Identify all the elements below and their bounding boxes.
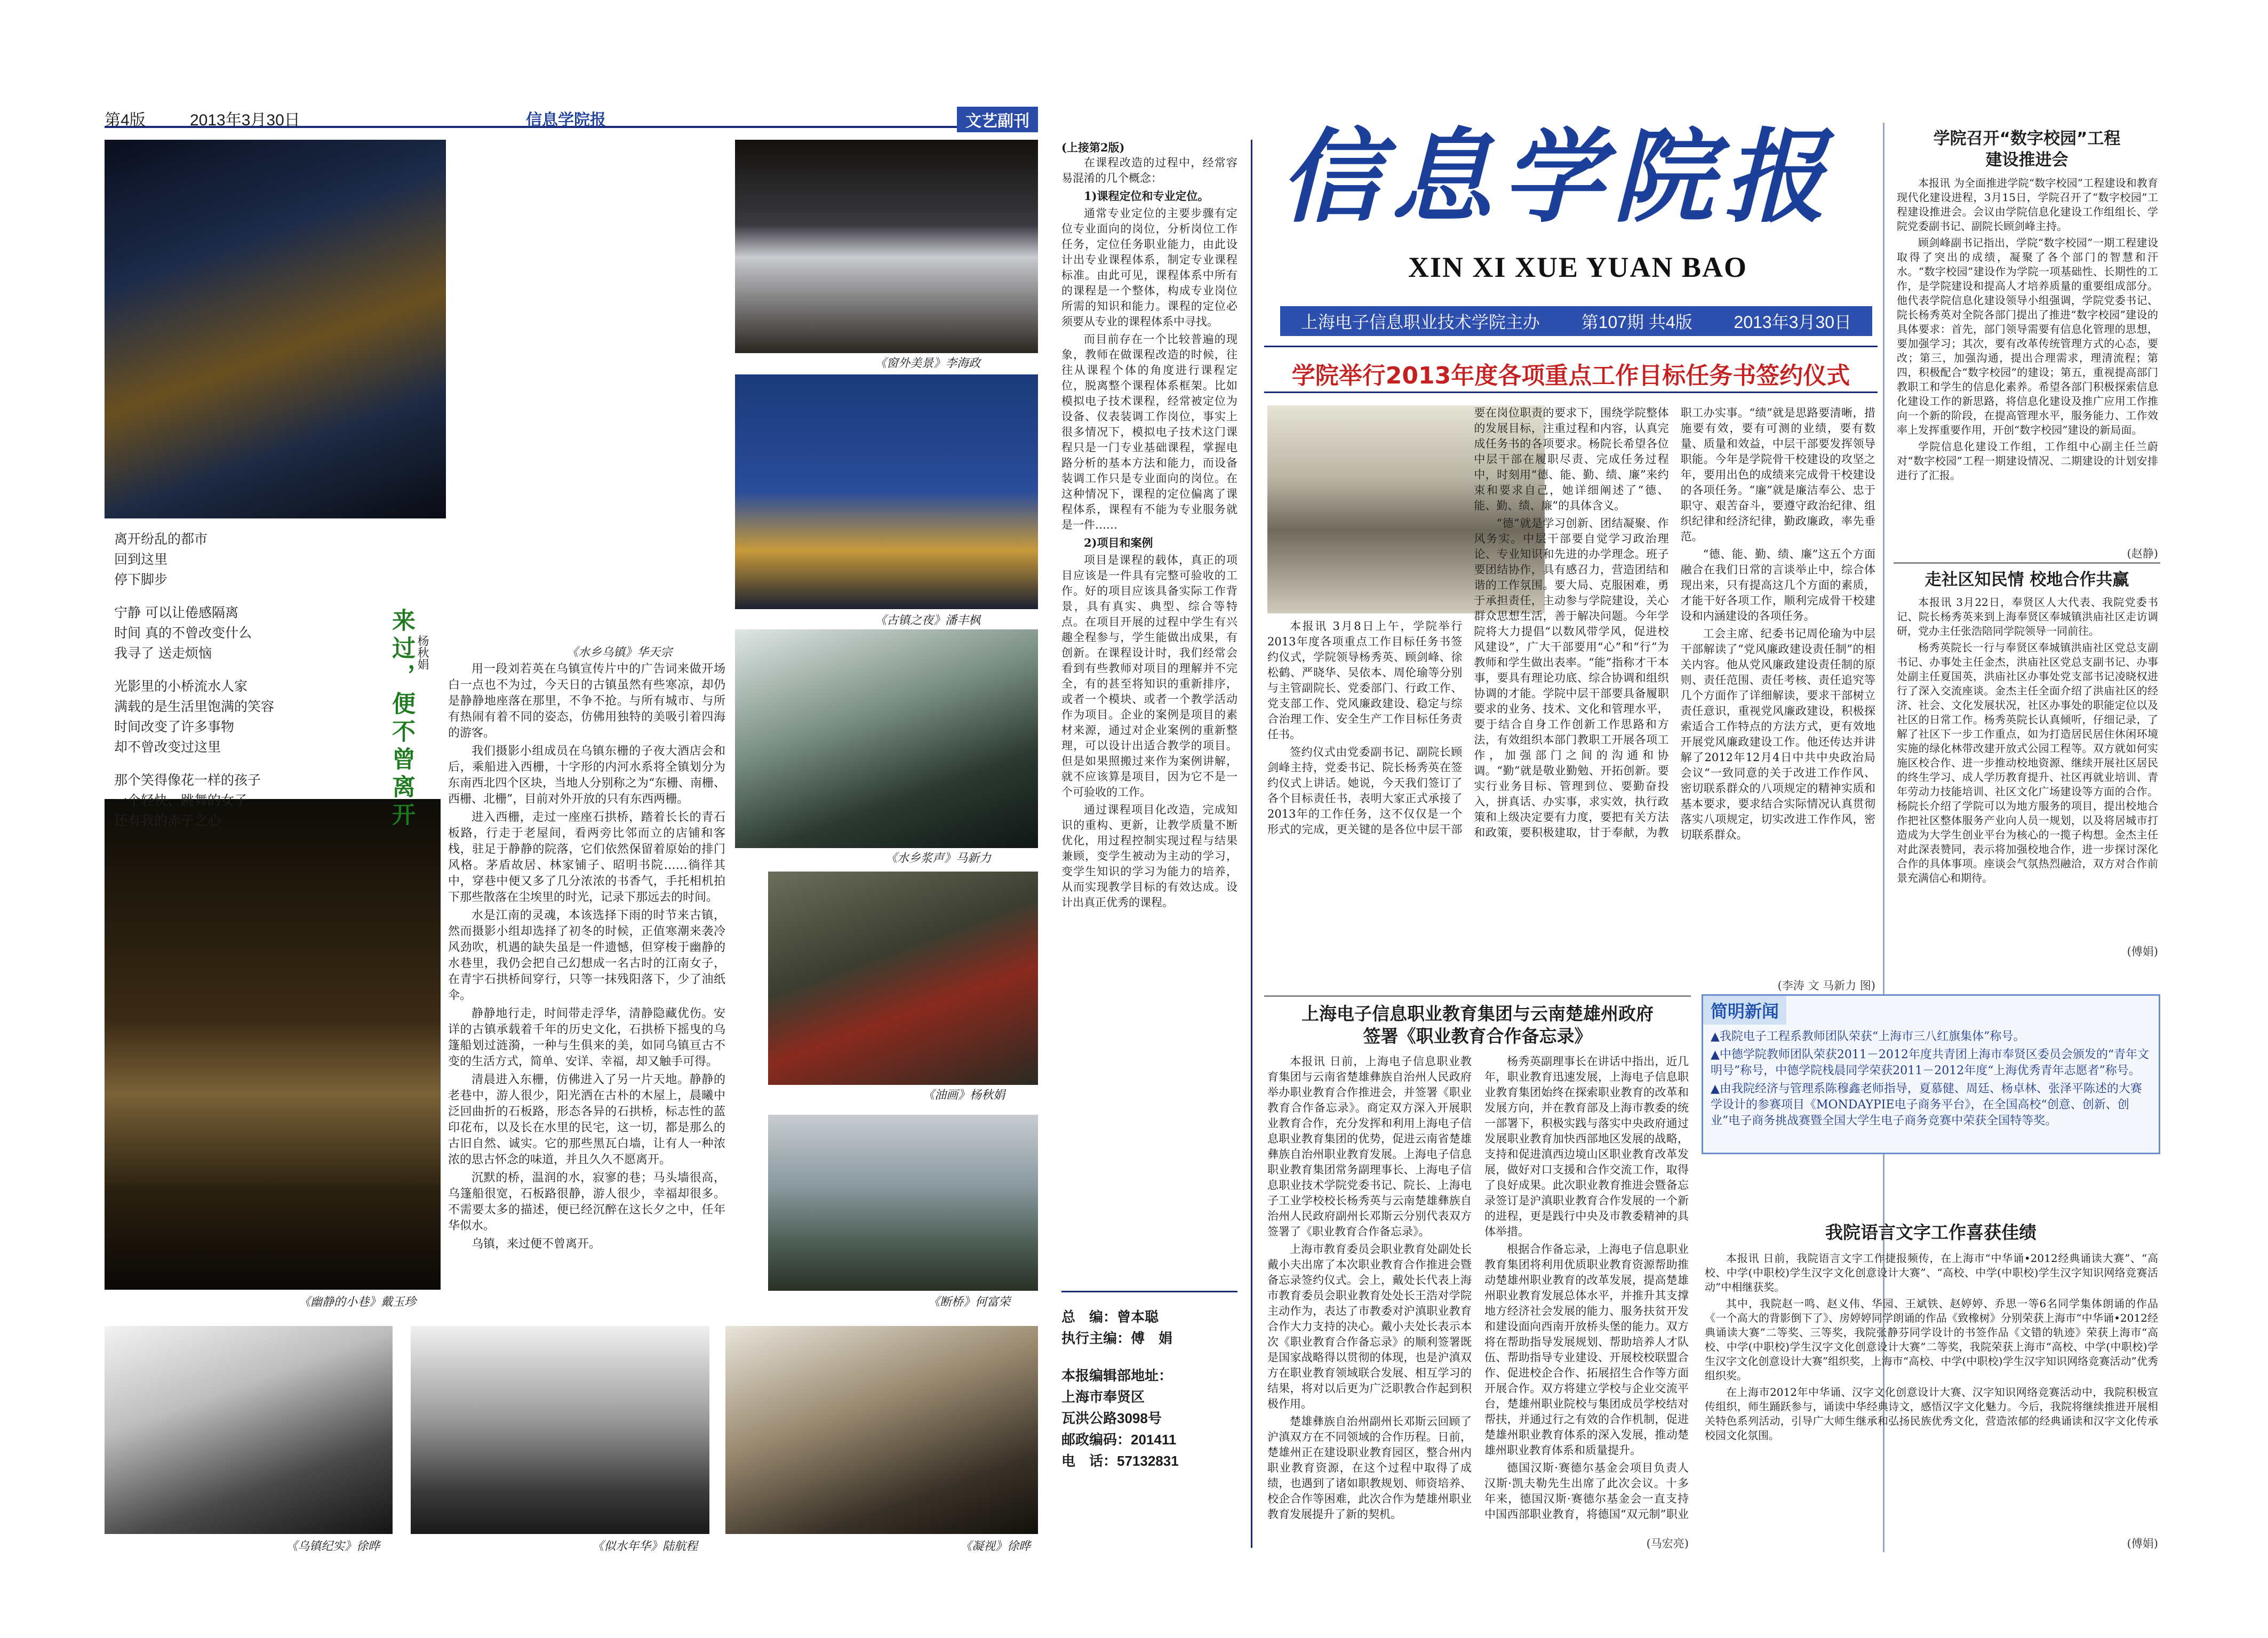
photo-caption: 《幽静的小巷》戴玉珍 <box>299 1296 417 1309</box>
lead-rule <box>1264 346 1878 347</box>
section-badge: 文艺副刊 <box>957 107 1038 132</box>
address-line1: 上海市奉贤区 <box>1061 1389 1145 1405</box>
masthead-title: 信息学院报 <box>1280 117 1835 236</box>
language-title: 我院语言文字工作喜获佳绩 <box>1825 1222 2037 1243</box>
paper-name-small: 信息学院报 <box>526 111 606 129</box>
edition-label: 第4版 <box>105 111 146 129</box>
photo-water-town-night <box>105 140 446 518</box>
photo-caption: 《乌镇纪实》徐晔 <box>286 1540 380 1553</box>
photo-caption: 《水乡浆声》马新力 <box>885 852 992 865</box>
photo-gaze <box>725 1326 1038 1534</box>
language-body: 本报讯 日前，我院语言文字工作捷报频传，在上海市“中华诵•2012经典诵读大赛”、“高校、中学(中职校)学生汉字文化创意设计大赛”、“高校、中学(中职校)学生汉字知识网络竞赛活动”中相继获奖。 其中，我院赵一鸣、赵义伟、华园、王斌铁、赵婷婷、乔思一等6名同学集体朗诵的作品《一个高大的背影倒下了》、房婷婷同学朗诵的作品《致橡树》分别荣获上海市“中华诵•2012经典诵读大赛”二等奖、三等奖，我院张静芬同学设计的书签作品《文错的轨迹》荣获上海市“高校、中学(中职校)学生汉字文化创意设计大赛”二等奖，我院荣获上海市“高校、中学(中职校)学生汉字文化创意设计大赛”组织奖，上海市“高校、中学(中职校)学生汉字知识网络竞赛活动”优秀组织奖。 在上海市2012年中华诵、汉字文化创意设计大赛、汉字知识网络竞赛活动中，我院积极宣传组织，师生踊跃参与，诵读中华经典诗文，感悟汉字文化魅力。今后，我院将继续推进开展相关特色系列活动，引导广大师生继承和弘扬民族优秀文化，营造浓郁的经典诵读和汉字文化传承校园文化氛围。 <box>1705 1252 2158 1442</box>
photo-caption: 《古镇之夜》潘丰枫 <box>875 614 981 627</box>
photo-caption: 《似水年华》陆航程 <box>592 1540 698 1553</box>
photo-caption: 《断桥》何富荣 <box>928 1296 1011 1309</box>
brief-news-items: ▲我院电子工程系教师团队荣获“上海市三八红旗集体”称号。 ▲中德学院教师团队荣获2011－2012年度共青团上海市奉贤区委员会颁发的“青年文明号”称号，中德学院栈晨同学荣获2011－2012年度“上海优秀青年志愿者”称号。 ▲由我院经济与管理系陈穆鑫老师指导，夏慕健、周廷、杨卓林、张泽平陈述的大赛学设计的参赛项目《MONDAYPIE电子商务平台》，在全国高校“创意、创新、创业”电子商务挑战赛暨全国大学生电子商务竞赛中荣获全国特等奖。 <box>1711 1030 2150 1128</box>
staff-info <box>1061 1291 1237 1472</box>
digital-campus-title: 学院召开“数字校园”工程 建设推进会 <box>1933 129 2121 170</box>
essay-body: 用一段刘若英在乌镇宣传片中的广告词来做开场白一点也不为过，今天日的古镇虽然有些寒凉，却仍是静静地座落在那里，不争不抢。与所有城市、与所有热闹有着不同的姿态，仿佛用独特的美吸引着四海的游客。 我们摄影小组成员在乌镇东栅的子夜大酒店会和后，乘船进入西栅，十字形的内河水系将全镇划分为东南西北四个区块，当地人分别称之为“东栅、南栅、西栅、北栅”，目前对外开放的只有东西两栅。 进入西栅，走过一座座石拱桥，踏着长长的青石板路，行走于老屋间，看两旁比邻而立的店铺和客栈，驻足于静静的院落，它们依然保留着原始的排门风格。茅盾故居、林家铺子、昭明书院……徜徉其中，穿巷中便又多了几分浓浓的书香气，手托相机拍下那些散落在尘埃里的时光，记录下那远去的时间。 水是江南的灵魂，本该选择下雨的时节来古镇，然而摄影小组却选择了初冬的时候，正值寒潮来袭冷风劲吹，机遇的缺失虽是一件遗憾，但穿梭于幽静的水巷里，我仍会把自己幻想成一名古时的江南女子，在青宇石拱桥间穿行，只等一抹残阳落下，少了油纸伞。 静静地行走，时间带走浮华，清静隐藏优伤。安详的古镇承载着千年的历史文化，石拱桥下摇曳的乌篷船划过涟漪，一种与生俱来的美，如同乌镇亘古不变的生活方式，简单、安详、幸福，却又触手可得。 清晨进入东栅，仿佛进入了另一片天地。静静的老巷中，游人很少，阳光洒在古朴的木屋上，晨曦中泛回曲折的石板路，形态各异的石拱桥，标志性的蓝印花布，以及长在水里的民宅，这一切，都是那么的古旧自然、诚实。它的那些黑瓦白墙，让有人一种浓浓的思古怀念的味道，并且久久不愿离开。 沉默的桥，温润的水，寂寥的巷；马头墙很高，乌篷船很宽，石板路很静，游人很少，幸福却很多。不需要太多的描述，便已经沉醉在这长夕之中，任年华似水。 乌镇，来过便不曾离开。 <box>448 662 725 1251</box>
brief-news-title: 简明新闻 <box>1703 996 1786 1025</box>
community-title: 走社区知民情 校地合作共赢 <box>1924 570 2129 589</box>
photo-like-water-years <box>411 1326 709 1534</box>
poem-title: 来过，便不曾离开 <box>388 608 415 830</box>
photo-caption: 《窗外美景》李海政 <box>875 357 981 370</box>
poem-lines: 离开纷乱的都市 回到这里 停下脚步 宁静 可以让倦感隔离 时间 真的不曾改变什么 我寻了 送走烦恼 光影里的小桥流水人家 满载的是生活里饱满的笑容 时间改变了许多事物 却不曾改变过这里 那个笑得像花一样的孩子 一个轻快、跳舞的女子 还有我的赤子之心 <box>114 531 275 828</box>
photo-lantern-night <box>735 374 1038 609</box>
second-headline: 上海电子信息职业教育集团与云南楚雄州政府 签署《职业教育合作备忘录》 <box>1301 1003 1654 1046</box>
banner-date: 2013年3月30日 <box>1734 313 1852 332</box>
photo-canal-boat <box>735 629 1038 848</box>
photo-wuzhen-documentary <box>105 1326 393 1534</box>
digital-campus-byline: (赵静) <box>2127 547 2158 560</box>
second-body: 本报讯 日前，上海电子信息职业教育集团与云南省楚雄彝族自治州人民政府举办职业教育合作推进会，并签署《职业教育合作备忘录》。商定双方深入开展职业教育合作，充分发挥和利用上海电子信息职业教育集团的优势，促进云南省楚雄彝族自治州职业教育发展。上海电子信息职业教育集团常务副理事长、上海电子信息职业技术学院党委书记、院长、上海电子工业学校校长杨秀英与云南楚雄彝族自治州人民政府副州长邓斯云分别代表双方签署了《职业教育合作备忘录》。 上海市教育委员会职业教育处副处长戴小夫出席了本次职业教育合作推进会暨备忘录签约仪式。会上，戴处长代表上海市教育委员会职业教育处处长王浩对学院主动作为，表达了市教委对沪滇职业教育合作大力支持的决心。戴小夫处长表示本次《职业教育合作备忘录》的顺利签署既是国家战略得以贯彻的体现，也是沪滇双方在职业教育领域联合发展、相互学习的结果，将对以后更为广泛职教合作起到积极作用。 楚雄彝族自治州副州长邓斯云回顾了沪滇双方在不同领域的合作历程。日前，楚雄州正在建设职业教育园区，整合州内职业教育资源，在这个过程中取得了成绩，也遇到了诸如职教规划、师资培养、校企合作等困难，此次合作为楚雄州职业教育发展提升了新的契机。 杨秀英副理事长在讲话中指出，近几年，职业教育迅速发展，上海电子信息职业教育集团始终在探索职业教育的改革和发展方向，并在教育部及上海市教委的统一部署下，积极实践与落实中央政府通过发展职业教育加快西部地区发展的战略，支持和促进滇西边境山区职业教育改革发展，做好对口支援和合作交流工作，取得了良好成果。此次职业教育推进会暨备忘录签订是沪滇职业教育合作发展的一个新的进程，更是践行中央及市教委精神的具体举措。 根据合作备忘录，上海电子信息职业教育集团将利用优质职业教育资源帮助推动楚雄州职业教育的改革发展，提高楚雄州职业教育发展总体水平，并推升其支撑地方经济社会发展的能力、服务扶贫开发和建设面向西南开放桥头堡的能力。双方将在帮助指导发展规划、帮助培养人才队伍、帮助指导专业建设、开展校校联盟合作、促进校企合作、拓展招生合作等方面开展合作。双方将建立学校与企业交流平台，楚雄州职业院校与集团成员学校结对帮扶，并通过行之有效的合作机制，促进楚雄州职业教育体系的深入发展，推动楚雄州职业教育体系和质量提升。 德国汉斯·赛德尔基金会项目负责人汉斯·凯夫勒先生出席了此次会议。十多年来，德国汉斯·赛德尔基金会一直支持中国西部职业教育，将德国“双元制”职业 <box>1267 1055 1689 1521</box>
brief-news-box <box>1702 994 2160 1154</box>
lead-body: 本报讯 3月8日上午，学院举行2013年度各项重点工作目标任务书签约仪式，学院领导杨秀英、顾剑峰、徐松鹤、严晓华、吴依本、周伦瑜等分别与主管副院长、党委部门、行政工作、党支部工作、党风廉政建设、稳定与综合治理工作、安全生产工作目标任务责任书。 签约仪式由党委副书记、副院长顾剑峰主持，党委书记、院长杨秀英在签约仪式上讲话。她说，今天我们签订了各个目标责任书，表明大家正式承接了2013年的工作任务，这不仅仅是一个形式的完成，更关键的是各位中层干部要在岗位职责的要求下，围绕学院整体的发展目标，注重过程和内容，认真完成任务书的各项要求。杨院长希望各位中层干部在履职尽责、完成任务过程中，时刻用“德、能、勤、绩、廉”来约束和要求自己，她详细阐述了“德、能、勤、绩、廉”的具体含义。 “德”就是学习创新、团结凝聚、作风务实。中层干部要自觉学习政治理论、专业知识和先进的办学理念。班子要团结协作，具有感召力，营造团结和谐的工作氛围。要大局、克服困难，勇于承担责任，主动参与学院建设，关心群众思想生活，善于解决问题。今年学院将大力提倡“以数风带学风，促进校风建设”，广大干部要用“心”和“行”为教师和学生做出表率。“能”指称才干本事，要具有理论功底、综合协调和组织协调的才能。学院中层干部要具备履职要求的业务、技术、文化和管理水平，要于结合自身工作创新工作思路和方法，有效组织本部门教职工开展各项工作，加强部门之间的沟通和协调。“勤”就是敬业勤勉、开拓创新。要实行业务目标、管理到位、要勤奋投入，拼真话、办实事，求实效，执行政策和上级决定要有力度，要把有关方法和政策，要积极建取，甘于奉献，为教职工办实事。“绩”就是思路要清晰，措施要有效，要有可测的业绩，要有数量、质量和效益，中层干部要发挥领导职能。今年是学院骨干校建设的攻坚之年，要用出色的成绩来完成骨干校建设的各项任务。“廉”就是廉洁奉公、忠于职守、艰苦奋斗，要遵守政治纪律、组织纪律和经济纪律，勤政廉政，率先垂范。 “德、能、勤、绩、廉”这五个方面融合在我们日常的言谈举止中，综合体现出来，只有提高这几个方面的素质，才能干好各项工作，顺利完成骨干校建设和内涵建设的各项任务。 工会主席、纪委书记周伦瑜为中层干部解读了“党风廉政建设责任制”的相关内容。他从党风廉政建设责任制的原则、责任范围、责任考核、责任追究等几个方面作了详细解读，要求干部树立责任意识，重视党风廉政建设，积极探索适合工作特点的方法方式，更有效地开展党风廉政建设工作。他还传达并讲解了2012年12月4日中共中央政治局会议“一致同意的关于改进工作作风、密切联系群众的八项规定的精神实质和基本要求，要求结合实际情况认真贯彻落实八项规定，切实改进工作作风，密切联系群众。 <box>1267 406 1875 841</box>
community-body: 本报讯 3月22日，奉贤区人大代表、我院党委书记、院长杨秀英来到上海奉贤区奉城镇洪庙社区走访调研，党办主任张浩陪同学院领导一同前往。 杨秀英院长一行与奉贤区奉城镇洪庙社区党总支副书记、办事处主任金杰，洪庙社区党总支副书记、办事处副主任夏国英，洪庙社区办事处党支部书记凌晓权进行了深入交流座谈。金杰主任全面介绍了洪庙社区的经济、社会、文化发展状况，社区办事处的职能定位以及社区的日常工作。杨秀英院长认真倾听，仔细记录，了解了社区下一步工作重点，如为打造居民居住休闲环境实施的绿化林带改建开放式公园工程等。双方就如何实施区校合作、进一步推动校地资源、继续开展社区居民的终生学习、成人学历教育提升、社区再就业培训、青年劳动力技能培训、社区文化广场建设等方面的合作。杨院长介绍了学院可以为地方服务的项目，提出校地合作把社区整体服务产业向人员一规划，以及将居城市打造成为大学生创业平台为核心的一揽子构想。金杰主任对此深表赞同，表示将加强校地合作，进一步探讨深化合作的具体事项。座谈会气氛热烈融洽，双方对合作前景充满信心和期待。 <box>1897 596 2158 884</box>
page-divider <box>1251 140 1252 1548</box>
left-page-header <box>105 105 1038 128</box>
photo-broken-bridge <box>768 1115 1038 1291</box>
lead-rule-bottom <box>1264 391 1878 393</box>
photo-quiet-alley <box>105 799 441 1290</box>
photo-caption: 《油画》杨秋娟 <box>923 1089 1005 1102</box>
community-rule <box>1894 562 2160 564</box>
chief-editor: 总 编：曾本聪 <box>1061 1309 1159 1325</box>
photo-window-view <box>735 140 1038 353</box>
community-byline: (傅娟) <box>2127 945 2158 958</box>
photo-caption: 《凝视》徐晔 <box>960 1540 1031 1553</box>
lead-headline: 学院举行2013年度各项重点工作目标任务书签约仪式 <box>1291 362 1850 389</box>
exec-editor: 执行主编：傅 娟 <box>1061 1330 1173 1346</box>
banner-sponsor: 上海电子信息职业技术学院主办 <box>1300 313 1540 332</box>
masthead-banner <box>1280 306 1872 336</box>
second-rule <box>1264 995 1691 997</box>
edition-date: 2013年3月30日 <box>190 111 300 129</box>
banner-issue: 第107期 共4版 <box>1581 313 1692 332</box>
poem-author: 杨秋娟 <box>416 635 429 670</box>
address-label: 本报编辑部地址： <box>1061 1368 1173 1384</box>
masthead-pinyin: XIN XI XUE YUAN BAO <box>1408 251 1748 283</box>
postcode: 邮政编码：201411 <box>1061 1432 1177 1448</box>
second-byline: (马宏亮) <box>1646 1537 1689 1550</box>
address-line2: 瓦洪公路3098号 <box>1061 1410 1162 1426</box>
continued-article: (上接第2版) 在课程改造的过程中，经常容易混淆的几个概念： 1)课程定位和专业定位。 通常专业定位的主要步骤有定位专业面向的岗位，分析岗位工作任务，定位任务职业能力，由此设计出专业课程体系，制定专业课程标准。由此可见，课程体系中所有的课程是一个整体，构成专业岗位所需的知识和能力。课程的定位必须要从专业的课程体系中寻找。 而目前存在一个比较普遍的现象，教师在做课程改造的时候，往往从课程个体的角度进行课程定位，脱离整个课程体系框架。比如模拟电子技术课程，经常被定位为设备、仪表装调工作岗位，事实上很多情况下，模拟电子技术这门课程只是一门专业基础课程，掌握电路分析的基本方法和能力，而设备装调工作只是专业面向的岗位。在这种情况下，课程的定位偏离了课程体系，课程有不能为专业服务就是一件…… 2)项目和案例 项目是课程的载体，真正的项目应该是一件具有完整可验收的工作。好的项目应该具备实际工作背景，具有真实、典型、综合等特点。在项目开展的过程中学生有兴趣全程参与，学生能做出成果，有创新。在课程设计时，我们经常会看到有些教师对项目的理解并不完全，有的甚至将知识的重新排序，或者一个模块、或者一个教学活动作为项目。企业的案例是项目的素材来源，通过对企业案例的重新整理，可以设计出适合教学的项目。但是如果照搬过来作为案例讲解，就不应该算是项目，因为它不是一个可验收的工作。 通过课程项目化改造，完成知识的重构、更新，让教学质量不断优化，用过程控制实现过程与结果兼顾，变学生被动为主动的学习，变学生知识的学习为能力的培养，从而实现教学目标的有效达成。设计出真正优秀的课程。 <box>1061 141 1237 909</box>
photo-oil-painting <box>768 872 1038 1085</box>
language-byline: (傅娟) <box>2127 1537 2158 1550</box>
digital-campus-body: 本报讯 为全面推进学院“数字校园”工程建设和教育现代化建设进程，3月15日，学院召开了“数字校园”工程建设推进会。会议由学院信息化建设工作组组长、学院党委副书记、副院长顾剑峰主持。 顾剑峰副书记指出，学院“数字校园”一期工程建设取得了突出的成绩，凝聚了各个部门的智慧和汗水。“数字校园”建设作为学院一项基础性、长期性的工作，是学院建设和提高人才培养质量的重要组成部分。他代表学院信息化建设领导小组强调，学院党委书记、院长杨秀英对全院各部门提出了推进“数字校园”建设的具体要求：首先，部门领导需要有信息化管理的思想，要加强学习；其次，要有改革传统管理方式的心态，要改；第三，加强沟通，提出合理需求，理清流程；第四，积极配合“数字校园”的建设；第五，重视提高部门教职工和学生的信息化素养。希望各部门积极探索信息化建设工作的新思路，将信息化建设及推广应用工作推向一个新的阶段，在提高管理水平，服务能力、工作效率上发挥重要作用，开创“数字校园”建设的新局面。 学院信息化建设工作组，工作组中心副主任兰蔚对“数字校园”工程一期建设情况、二期建设的计划安排进行了汇报。 <box>1897 177 2158 482</box>
lead-byline: (李涛 文 马新力 图) <box>1777 979 1875 992</box>
photo-caption: 《水乡乌镇》华天宗 <box>566 646 673 659</box>
phone: 电 话：57132831 <box>1061 1453 1179 1469</box>
